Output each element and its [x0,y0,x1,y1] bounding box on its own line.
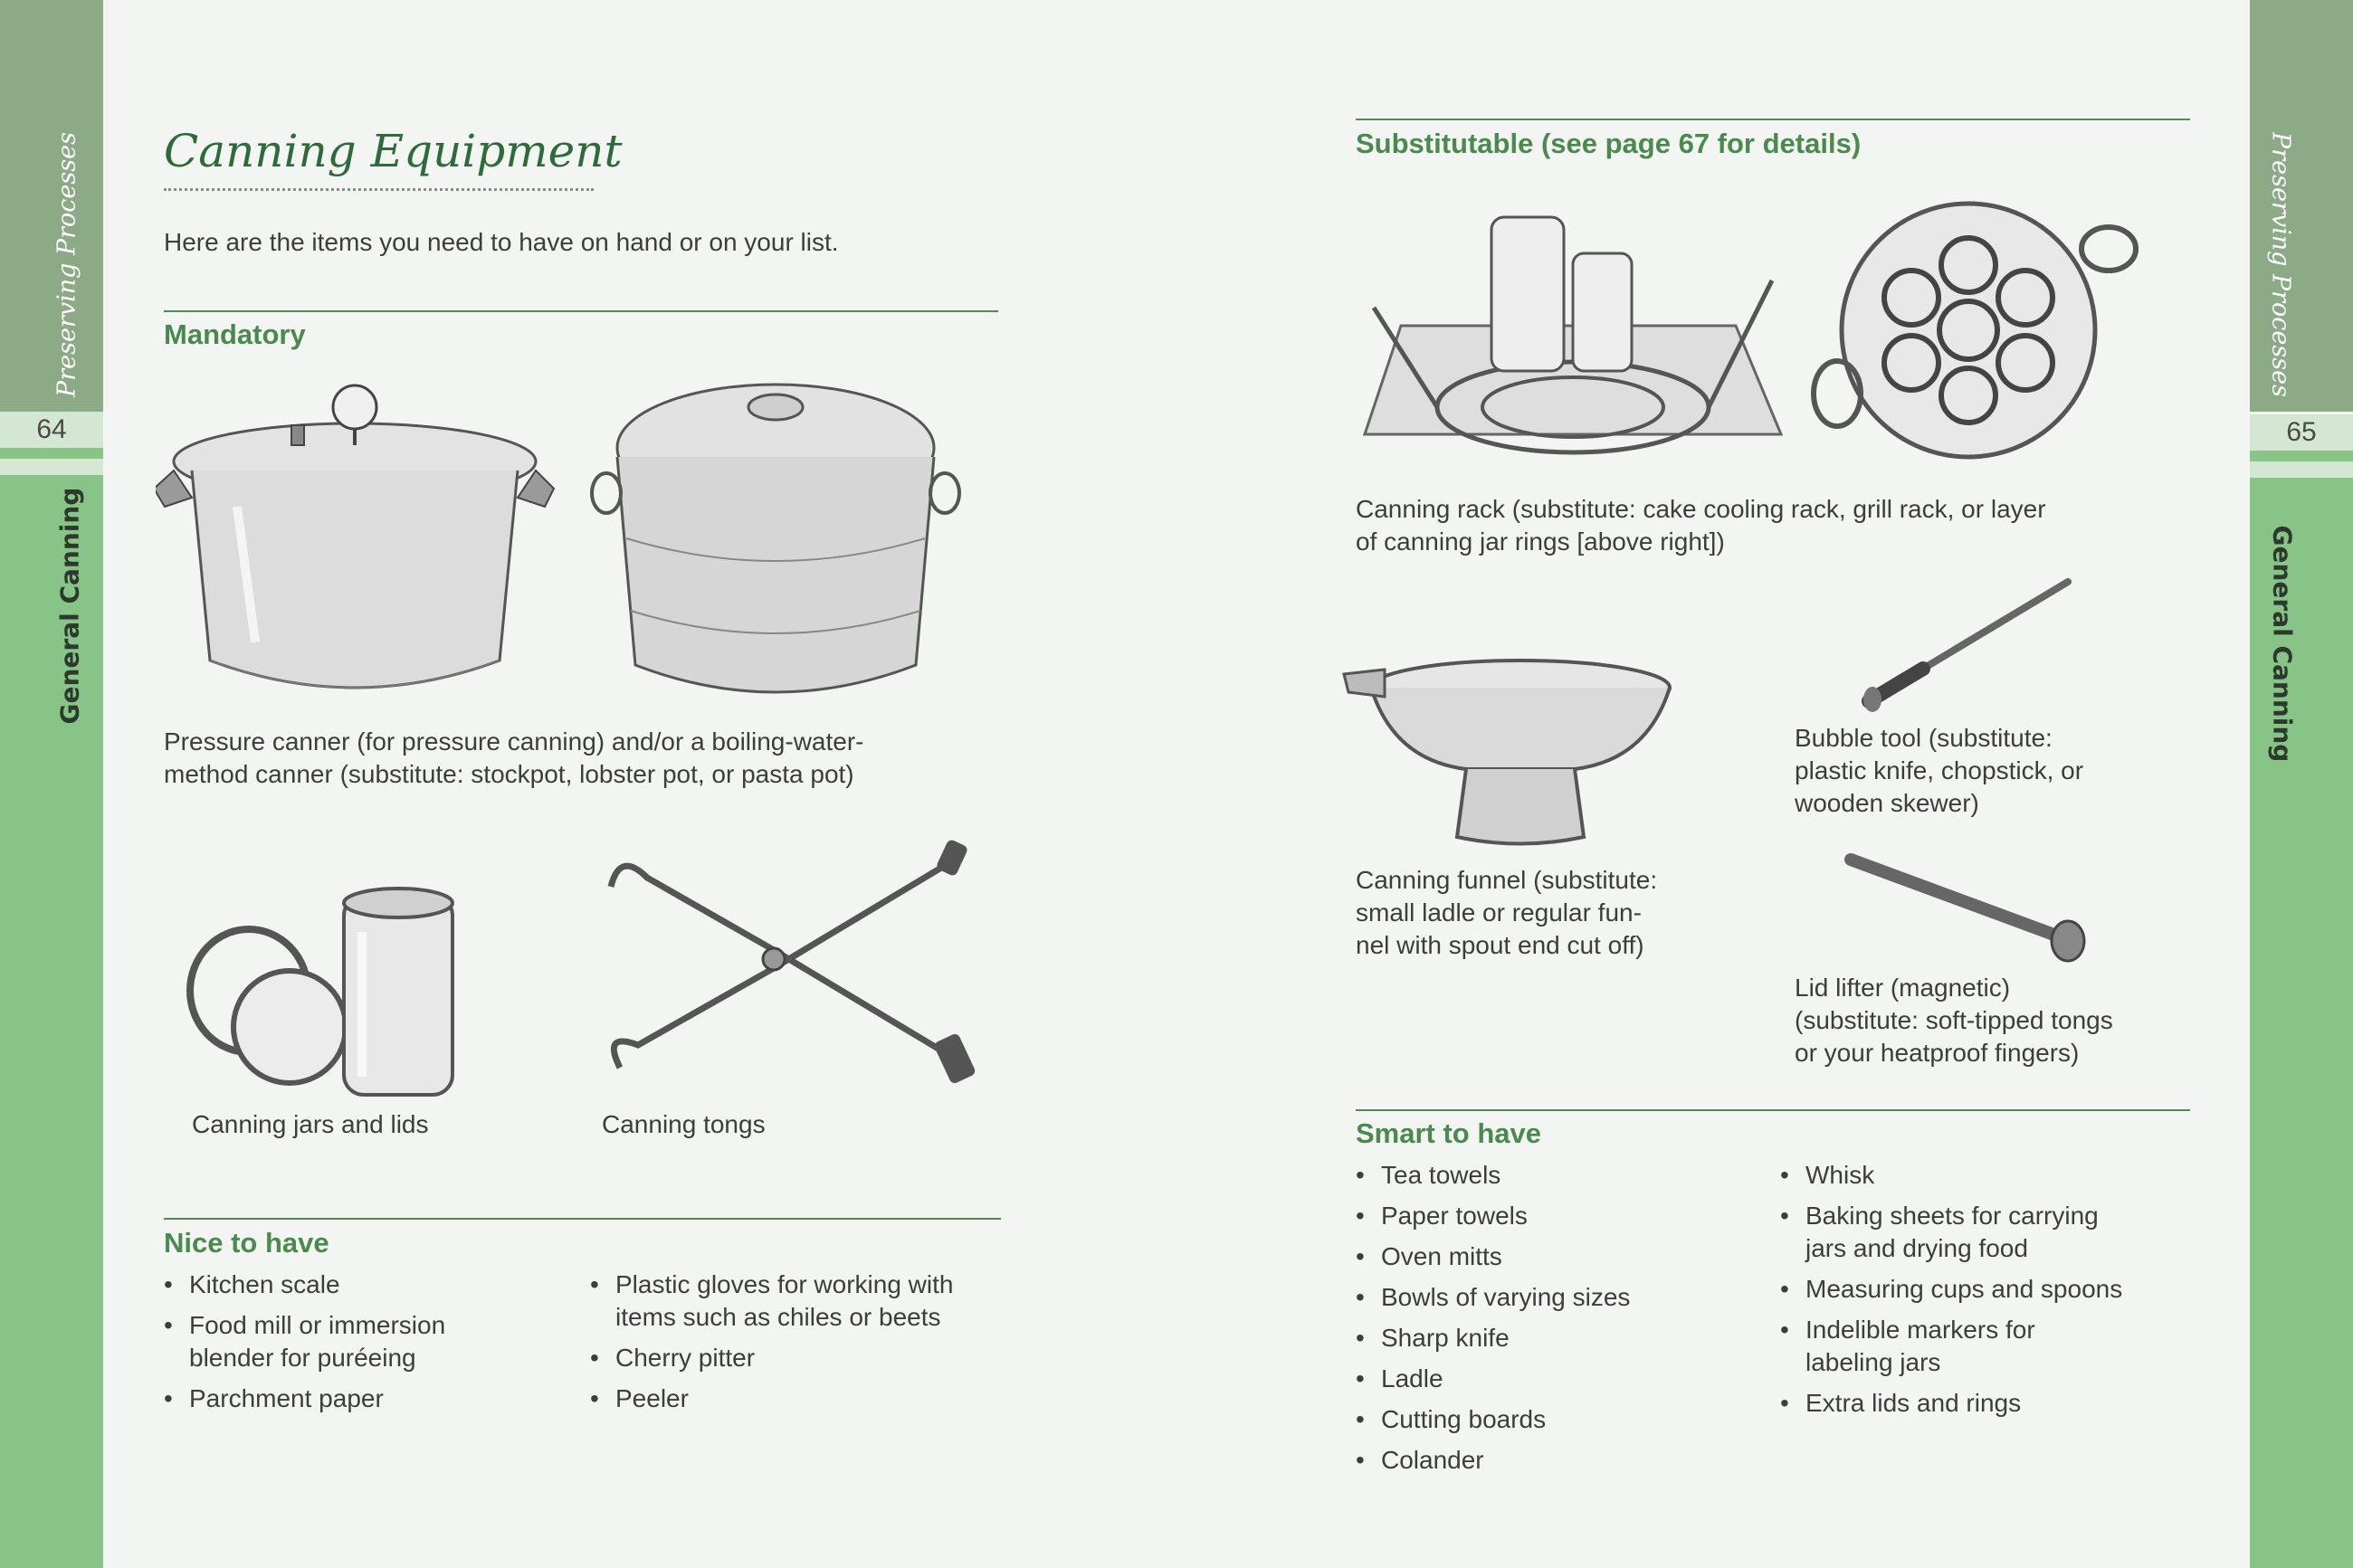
nice-to-have-list-2 [590,1269,1006,1423]
pressure-canner-illustration [156,371,563,715]
left-tab-section-bottom: General Canning [54,487,85,725]
substitutable-rule [1356,119,2190,120]
canning-rack-illustration [1356,199,1790,480]
intro-text: Here are the items you need to have on hand or on your list. [164,228,839,256]
left-tab-section-top: Preserving Processes [52,132,81,397]
list-item: • Cutting boards [1356,1403,1772,1436]
lid-lifter-illustration [1842,841,2095,968]
smart-to-have-heading: Smart to have [1356,1117,1542,1149]
bubble-tool-illustration [1860,575,2077,719]
canner-caption-line-2: method canner (substitute: stockpot, lobster pot, or pasta pot) [164,760,854,788]
substitutable-heading: Substitutable (see page 67 for details) [1356,128,1862,159]
list-item: • Colander [1356,1444,1772,1477]
list-item: • Food mill or immersion blender for puréeing [164,1309,544,1374]
page-title: Canning Equipment [164,125,623,177]
water-bath-canner-illustration [590,357,961,719]
right-tab-top [2250,0,2353,412]
jars-and-lids-illustration [181,878,489,1104]
lifter-caption-line: Lid lifter (magnetic) [1795,974,2011,1002]
bubble-caption-line: Bubble tool (substitute: [1795,724,2053,752]
list-item: • Baking sheets for carrying jars and drying food [1780,1200,2196,1265]
right-tab-bottom [2250,451,2353,1568]
list-item: • Bowls of varying sizes [1356,1281,1772,1314]
canner-caption-line-1: Pressure canner (for pressure canning) and/or a boiling-water- [164,727,864,755]
list-item: • Extra lids and rings [1780,1387,2196,1420]
list-item: • Parchment paper [164,1383,544,1415]
smart-to-have-rule [1356,1109,2190,1111]
rack-caption [1356,493,2046,558]
list-item: • Ladle [1356,1363,1772,1395]
left-tab-bottom [0,448,103,1568]
right-tab-section-bottom: General Canning [2267,525,2298,763]
list-item: • Peeler [590,1383,1006,1415]
canning-funnel-illustration [1339,633,1683,851]
canner-caption [164,726,864,791]
mandatory-rule [164,310,998,312]
bubble-caption-line: wooden skewer) [1795,789,1979,817]
list-item: • Kitchen scale [164,1269,544,1301]
list-item: • Sharp knife [1356,1322,1772,1354]
list-item: • Indelible markers for labeling jars [1780,1314,2196,1379]
rack-caption-line-1: Canning rack (substitute: cake cooling rack, grill rack, or layer [1356,495,2046,523]
nice-to-have-rule [164,1218,1001,1220]
rack-caption-line-2: of canning jar rings [above right]) [1356,527,1725,556]
bubble-tool-caption [1795,722,2083,820]
left-tab-divider [0,459,103,475]
list-item: • Measuring cups and spoons [1780,1273,2196,1306]
nice-to-have-heading: Nice to have [164,1227,329,1259]
lifter-caption-line: or your heatproof fingers) [1795,1039,2080,1067]
funnel-caption-line: Canning funnel (substitute: [1356,866,1658,894]
list-item: • Whisk [1780,1159,2196,1192]
left-tab-top [0,0,103,412]
jar-rings-illustration [1810,185,2145,484]
left-page-number: 64 [0,412,103,448]
tongs-caption: Canning tongs [602,1110,766,1138]
right-tab-divider [2250,461,2353,478]
list-item: • Tea towels [1356,1159,1772,1192]
lifter-caption-line: (substitute: soft-tipped tongs [1795,1006,2113,1034]
lid-lifter-caption [1795,972,2113,1069]
smart-to-have-list-1 [1356,1159,1772,1485]
list-item: • Plastic gloves for working with items such as chiles or beets [590,1269,1006,1334]
mandatory-heading: Mandatory [164,318,306,350]
funnel-caption [1356,864,1657,962]
list-item: • Paper towels [1356,1200,1772,1232]
nice-to-have-list-1 [164,1269,544,1423]
smart-to-have-list-2 [1780,1159,2196,1428]
canning-tongs-illustration [593,832,991,1095]
right-page-number: 65 [2250,414,2353,451]
funnel-caption-line: small ladle or regular fun- [1356,898,1642,927]
list-item: • Cherry pitter [590,1342,1006,1374]
right-tab-section-top: Preserving Processes [2266,132,2295,397]
title-underline [164,188,594,191]
funnel-caption-line: nel with spout end cut off) [1356,931,1644,959]
jars-caption: Canning jars and lids [192,1110,429,1138]
bubble-caption-line: plastic knife, chopstick, or [1795,756,2084,784]
list-item: • Oven mitts [1356,1240,1772,1273]
